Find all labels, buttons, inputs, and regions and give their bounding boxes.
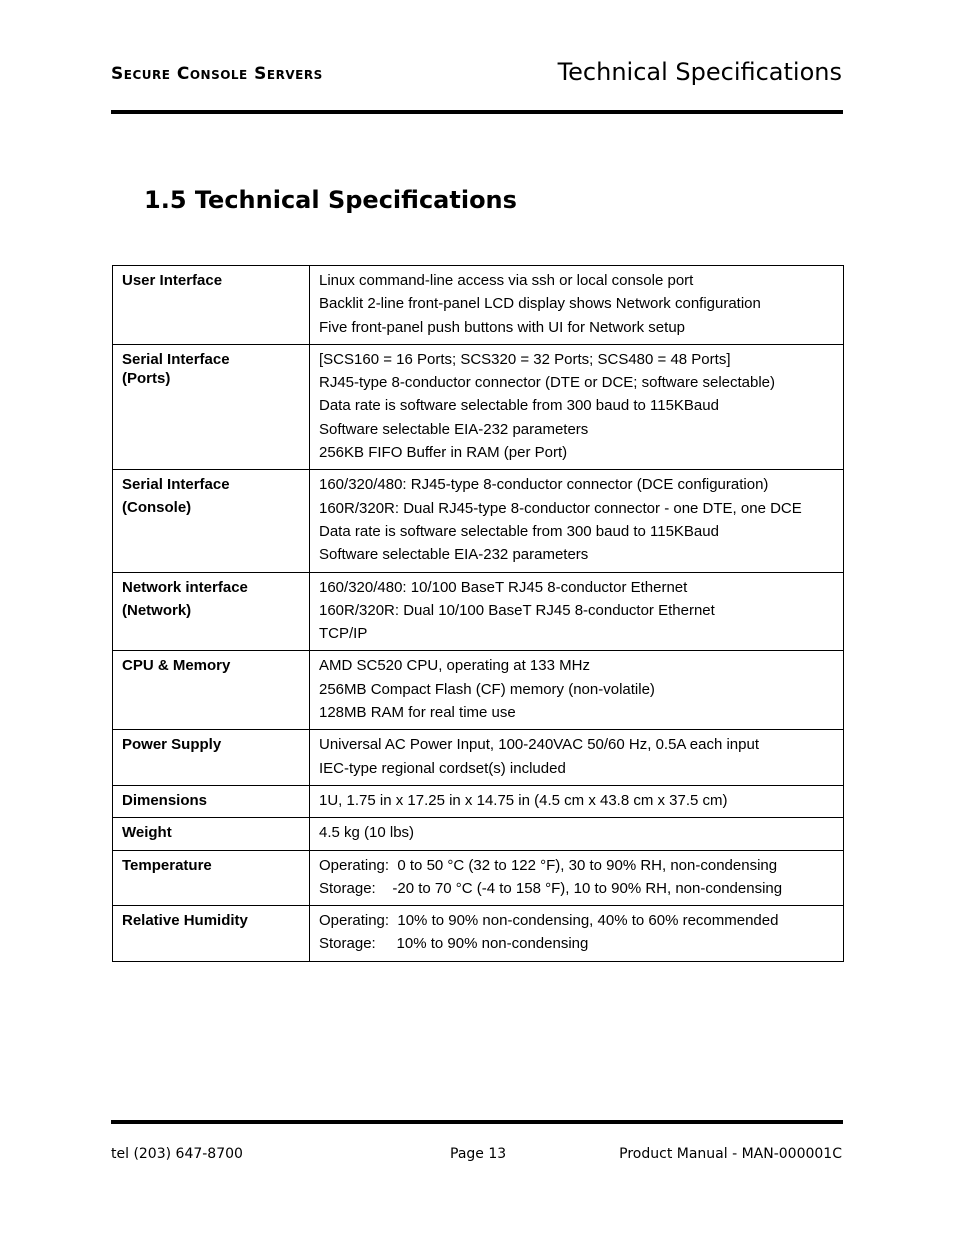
spec-label-cell (113, 470, 310, 572)
spec-value-cell (310, 906, 844, 962)
spec-value-cell (310, 730, 844, 786)
spec-label-cell (113, 906, 310, 962)
spec-value: Storage: 10% to 90% non-condensing (319, 935, 589, 953)
spec-label-cell (113, 266, 310, 345)
spec-value-cell (310, 651, 844, 730)
spec-label: Network interface (122, 578, 248, 596)
spec-label-cell (113, 785, 310, 817)
spec-label-cell (113, 730, 310, 786)
spec-value: 256KB FIFO Buffer in RAM (per Port) (319, 444, 568, 462)
spec-value: 256MB Compact Flash (CF) memory (non-volatile) (319, 680, 655, 698)
spec-value: Data rate is software selectable from 300 baud to 115KBaud (319, 397, 719, 415)
spec-value: IEC-type regional cordset(s) included (319, 759, 566, 777)
spec-row (113, 730, 844, 786)
spec-value-cell (310, 572, 844, 651)
footer-phone: tel (203) 647-8700 (111, 1146, 243, 1162)
running-header-title: Secure Console Servers (111, 64, 323, 84)
spec-row (113, 572, 844, 651)
footer-manual-id: Product Manual - MAN-000001C (619, 1146, 842, 1162)
spec-value: 128MB RAM for real time use (319, 704, 516, 722)
spec-label: (Console) (122, 499, 192, 517)
spec-value: Data rate is software selectable from 300 baud to 115KBaud (319, 522, 719, 540)
spec-value: Storage: -20 to 70 °C (-4 to 158 °F), 10 to 90% RH, non-condensing (319, 879, 783, 897)
spec-row (113, 850, 844, 906)
spec-label-cell (113, 818, 310, 850)
footer-page-number: Page 13 (450, 1146, 507, 1162)
spec-label-cell (113, 850, 310, 906)
spec-label-cell (113, 651, 310, 730)
spec-value: Linux command-line access via ssh or local console port (319, 272, 694, 289)
spec-value-cell (310, 470, 844, 572)
footer-rule (111, 1120, 843, 1124)
spec-value-cell (310, 850, 844, 906)
spec-label: User Interface (122, 272, 223, 289)
spec-value: 160/320/480: 10/100 BaseT RJ45 8-conductor Ethernet (319, 578, 688, 596)
spec-row (113, 818, 844, 850)
spec-value: 160R/320R: Dual 10/100 BaseT RJ45 8-conductor Ethernet (319, 601, 715, 619)
spec-value: 160R/320R: Dual RJ45-type 8-conductor connector - one DTE, one DCE (319, 499, 802, 517)
spec-value: 1U, 1.75 in x 17.25 in x 14.75 in (4.5 cm x 43.8 cm x 37.5 cm) (319, 791, 728, 809)
section-heading: 1.5 Technical Specifications (144, 186, 517, 214)
spec-value: Universal AC Power Input, 100-240VAC 50/60 Hz, 0.5A each input (319, 736, 759, 754)
spec-row (113, 651, 844, 730)
spec-label: (Ports) (122, 369, 171, 387)
spec-label-cell (113, 572, 310, 651)
spec-row (113, 785, 844, 817)
spec-label: Weight (122, 824, 172, 842)
spec-label: (Network) (122, 601, 192, 619)
spec-row (113, 470, 844, 572)
spec-value: 160/320/480: RJ45-type 8-conductor connector (DCE configuration) (319, 476, 769, 494)
spec-value: Software selectable EIA-232 parameters (319, 546, 589, 564)
spec-label: Relative Humidity (122, 912, 248, 930)
spec-value: 4.5 kg (10 lbs) (319, 824, 415, 842)
spec-value: Operating: 10% to 90% non-condensing, 40% to 60% recommended (319, 912, 779, 930)
spec-row (113, 266, 844, 345)
spec-value: AMD SC520 CPU, operating at 133 MHz (319, 657, 590, 675)
spec-value: TCP/IP (319, 625, 368, 643)
spec-value-cell (310, 344, 844, 469)
spec-row (113, 906, 844, 962)
spec-value: RJ45-type 8-conductor connector (DTE or DCE; software selectable) (319, 374, 776, 392)
spec-label: CPU & Memory (122, 657, 231, 675)
spec-label: Power Supply (122, 736, 222, 754)
spec-value: [SCS160 = 16 Ports; SCS320 = 32 Ports; SCS480 = 48 Ports] (319, 350, 731, 368)
spec-table-body (113, 266, 844, 962)
header-rule (111, 110, 843, 114)
spec-value: Software selectable EIA-232 parameters (319, 420, 589, 438)
spec-label: Serial Interface (122, 476, 230, 494)
running-header-section: Technical Specifications (557, 58, 842, 86)
spec-value: Operating: 0 to 50 °C (32 to 122 °F), 30 to 90% RH, non-condensing (319, 856, 778, 874)
spec-label: Serial Interface (122, 350, 230, 368)
spec-value: Backlit 2-line front-panel LCD display shows Network configuration (319, 295, 761, 313)
spec-label-cell (113, 344, 310, 469)
spec-value-cell (310, 266, 844, 345)
spec-label: Temperature (122, 856, 212, 874)
spec-value-cell (310, 785, 844, 817)
spec-value-cell (310, 818, 844, 850)
spec-value: Five front-panel push buttons with UI for Network setup (319, 318, 686, 336)
spec-label: Dimensions (122, 791, 208, 809)
spec-table (112, 265, 844, 962)
spec-row (113, 344, 844, 469)
